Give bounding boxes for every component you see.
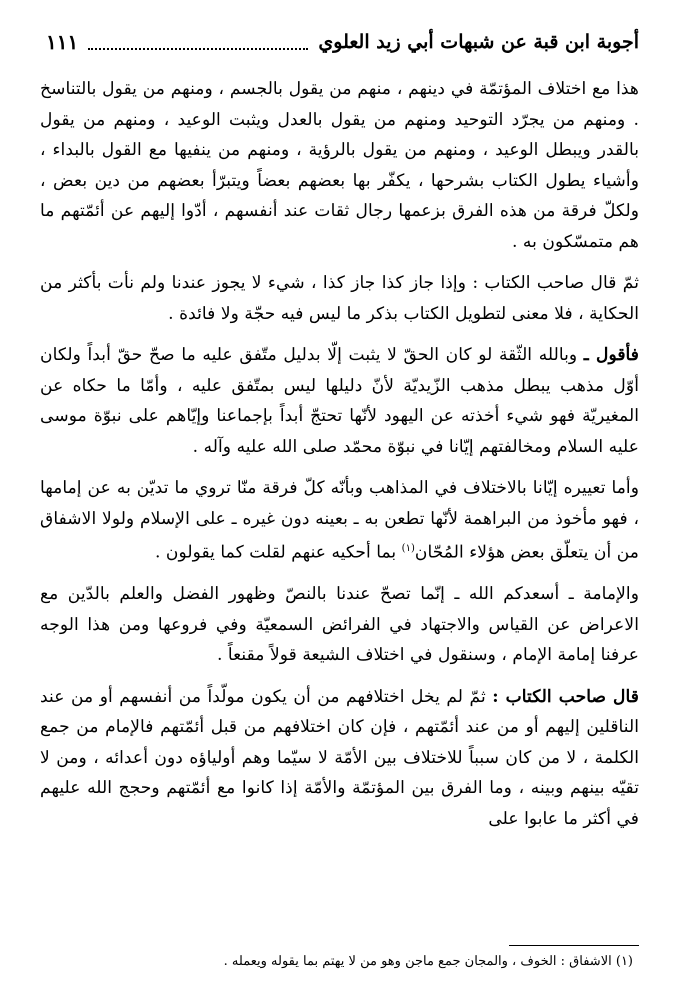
paragraph-text: والإمامة ـ أسعدكم الله ـ إنّما تصحّ عندنا بالنصّ وظهور الفضل والعلم بالدّين مع الاعراض عن القياس والاجتهاد في الفرائض السمعيّة وفي فروعها ومن هذا الوجه عرفنا إمامة الإمام ، وسنقول في اختلاف الشيعة قولاً مقنعاً . xyxy=(40,584,639,666)
paragraph-1 xyxy=(40,74,639,257)
paragraph-lead: فأقول ـ xyxy=(583,345,639,365)
footnote-separator xyxy=(509,945,639,946)
paragraph-6 xyxy=(40,682,639,835)
footnote-marker[interactable]: (١) xyxy=(401,543,415,554)
paragraph-text-continued: بما أحكيه عنهم لقلت كما يقولون . xyxy=(154,542,402,563)
paragraph-text: وبالله الثّقة لو كان الحقّ لا يثبت إلّا بدليل متّفق عليه ما صحّ حقّ أبداً ولكان أوّل مذهب يبطل مذهب الزّيديّة لأنّ دليلها ليس بمتّفق عليه ، وأمّا ما حكاه عن المغيريّة فهو شيء أخذته عن اليهود لأنّها تحتجّ أبداً بإجماعنا وإيّاهم على نبوّة موسى عليه السلام ومخالفتهم إيّانا في نبوّة محمّد صلى الله عليه وآله . xyxy=(40,345,639,457)
body-text xyxy=(40,74,639,845)
running-title: أجوبة ابن قبة عن شبهات أبي زيد العلوي xyxy=(318,31,639,53)
page-number: ١١١ xyxy=(46,30,79,54)
paragraph-lead: قال صاحب الكتاب : xyxy=(492,686,639,707)
dotted-leader xyxy=(88,34,308,50)
paragraph-text: هذا مع اختلاف المؤتمّة في دينهم ، منهم من يقول بالجسم ، ومنهم من يقول بالتناسخ . ومنهم من يجرّد التوحيد ومنهم من يقول بالعدل ويثبت الوعيد ، ومنهم من يقول بالقدر ويبطل الوعيد ، ومنهم من يقول بالرؤية ، ومنهم من ينفيها مع القول بالبداء ، وأشياء يطول الكتاب بشرحها ، يكفّر بها بعضهم بعضاً ويتبرّأ بعضهم من دين بعض ، ولكلّ فرقة من هذه الفرق بزعمها رجال ثقات عند أنفسهم ، أدّوا إليهم عن أئمّتهم ما هم متمسّكون به . xyxy=(40,79,639,252)
footnote: (١) الاشفاق : الخوف ، والمجان جمع ماجن وهو من لا يهتم بما يقوله ويعمله . xyxy=(223,954,633,969)
paragraph-3 xyxy=(40,340,639,462)
paragraph-4 xyxy=(40,473,639,568)
paragraph-text: ثمّ لم يخل اختلافهم من أن يكون مولّداً من أنفسهم أو من عند الناقلين إليهم أو من عند أئمّتهم ، فإن كان اختلافهم من قبل أئمّتهم فالإمام من جمع الكلمة ، لا من كان سبباً للاختلاف بين الأمّة لا سيّما وهم أولياؤه دون أعدائه ، ومن لا تقيّه بينهم وبينه ، وما الفرق بين المؤتمّة والأمّة إذا كانوا مع أئمّتهم وحجج الله عليهم في أكثر ما عابوا على xyxy=(40,686,639,829)
paragraph-2 xyxy=(40,268,639,329)
paragraph-5 xyxy=(40,579,639,671)
paragraph-text: وأما تعييره إيّانا بالاختلاف في المذاهب وبأنّه كلّ فرقة منّا تروي ما تديّن به عن إمامها ، فهو مأخوذ من البراهمة لأنّها تطعن به ـ بعينه دون غيره ـ على الإسلام ولولا الاشفاق من أن يتعلّق بعض هؤلاء المُحّان xyxy=(40,478,639,563)
running-header xyxy=(46,28,639,56)
paragraph-text: ثمّ قال صاحب الكتاب : وإذا جاز كذا جاز كذا ، شيء لا يجوز عندنا ولم نأت بأكثر من الحكاية ، فلا معنى لتطويل الكتاب بذكر ما ليس فيه حجّة ولا فائدة . xyxy=(40,273,639,324)
